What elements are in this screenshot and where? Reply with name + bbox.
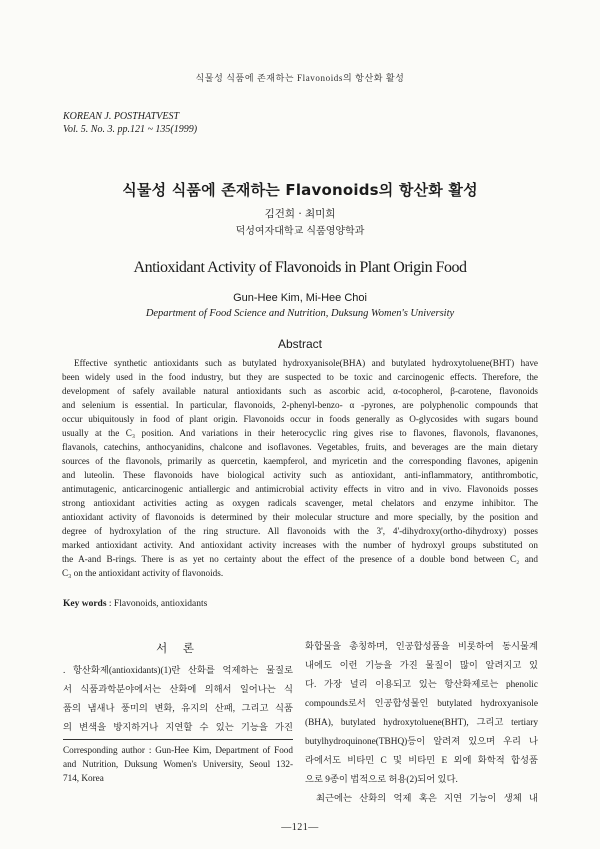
abstract-line: flavanols, catechins, anthocyanidins, chalcone and isoflavones. Vegetables, fruits, and beverages are the main dietary [62,442,538,452]
abstract-line: degree of hydroxylation of the ring structure. All flavonoids with the 3', 4'-dihydroxy(ortho-dihydroxy) posses [62,526,538,536]
introduction-heading: 서 론 [156,641,200,655]
intro-right-line: 내에도 이런 기능을 가진 물질이 많이 알려지고 있 [305,661,538,671]
intro-right-line: butylhydroquinone(TBHQ)등이 알려져 있으며 우리 나 [305,737,538,747]
intro-right-line: compounds로서 인공합성물인 butylated hydroxyanisole [305,699,538,709]
page-number: —121— [281,822,319,833]
intro-right-line: 화합물을 총칭하며, 인공합성품을 비롯하여 동시물계 [305,642,538,652]
abstract-line: sources of the flavonols, primarily as quercetin, kaempferol, and myricetin and the corresponding flavones, apigenin [62,456,538,466]
footnote [63,743,293,785]
intro-left-line: 품의 냄새나 풍미의 변화, 유지의 산패, 그리고 식품 [63,704,293,714]
abstract-line: antioxidant activity of flavonoids is determined by their molecular structure and more specially, by the position and [62,512,538,522]
abstract-line: C₃ on the antioxidant activity of flavonoids. [62,568,224,578]
abstract-line: Effective synthetic antioxidants such as butylated hydroxyanisole(BHA) and butylated hydroxytoluene(BHT) have [74,358,538,368]
abstract-line: antimutagenic, anticarcinogenic antiallergic and antimicrobial activity effects in vitro and in vivo. Flavonoids posses [62,484,538,494]
abstract-line: strong antioxidant activities acting as oxygen radicals scavenger, metal chelators and enzyme inhibitor. The [62,498,538,508]
authors-korean: 김건희 · 최미희 [264,208,336,220]
intro-left-line: . 항산화제(antioxidants)(1)란 산화를 억제하는 물질로 [63,666,293,676]
intro-right-line: 라에서도 비타민 C 및 비타민 E 외에 화학적 합성품 [305,756,538,766]
abstract-line: development of safely available natural antioxidants such as ascorbic acid, α-tocopherol, β-carotene, flavonoids [62,386,538,396]
abstract-line: the A-and B-rings. There is as yet no certainty about the effect of the presence of a double bond between C₂ and [62,554,538,564]
abstract-line: and luteolin. These flavonoids have biological activity such as antioxidant, anti-inflammatory, antithrombotic, [62,470,538,480]
authors-english: Gun-Hee Kim, Mi-Hee Choi [233,292,367,304]
footnote-line: and Nutrition, Duksung Women's University, Seoul 132- [63,759,293,769]
journal-name: KOREAN J. POSTHATVEST [63,111,180,122]
affiliation-korean: 덕성여자대학교 식품영양학과 [235,226,365,237]
title-english: Antioxidant Activity of Flavonoids in Plant Origin Food [133,259,467,276]
intro-right-line: 다. 가장 널리 이용되고 있는 항산화제로는 phenolic [305,680,538,690]
footnote-rule [63,739,293,740]
keywords [63,597,207,611]
abstract-line: occur ubiquitously in food of plant origin. Flavonoids occur in foods generally as O-glycosides with sugars bound [62,414,538,424]
keywords-text: : Flavonoids, antioxidants [106,599,208,609]
affiliation-english: Department of Food Science and Nutrition, Duksung Women's University [145,308,455,319]
abstract-line: been widely used in the food industry, but they are suspected to be toxic and carcinogenic effects. Therefore, the [62,372,538,382]
intro-left-line: 서 식품과학분야에서는 산화에 의해서 일어나는 식 [63,685,293,695]
abstract-heading: Abstract [277,337,322,351]
footnote-line: Corresponding author : Gun-Hee Kim, Department of Food [63,745,293,755]
intro-left-line: 의 변색을 방지하거나 지연할 수 있는 기능을 가진 [63,723,293,733]
keywords-label: Key words [63,599,107,609]
intro-right-column [305,638,538,809]
abstract-body [62,356,538,580]
journal-volume: Vol. 5. No. 3. pp.121 ~ 135(1999) [63,124,198,135]
intro-right-line: (BHA), butylated hydroxytoluene(BHT), 그리고 tertiary [305,718,538,728]
title-korean: 식물성 식품에 존재하는 Flavonoids의 항산화 활성 [122,181,478,199]
intro-right-line: 으로 9종이 법적으로 허용(2)되어 있다. [305,775,458,785]
abstract-line: usually at the C₃ position. And variations in their heterocyclic ring gives rise to flavones, flavonols, flavanones, [62,428,538,438]
running-header: 식물성 식품에 존재하는 Flavonoids의 항산화 활성 [195,73,405,83]
intro-left-column [63,662,293,738]
abstract-line: and selenium is essential. In particular, flavonoids, 2-phenyl-benzo- α -pyrones, are polyphenolic compounds that [62,400,538,410]
abstract-line: marked antioxidant activity. And antioxidant activity increases with the number of hydroxyl groups substituted on [62,540,538,550]
journal-info [63,110,197,136]
footnote-line: 714, Korea [63,773,104,783]
intro-right-line: 최근에는 산화의 억제 혹은 지연 기능이 생체 내 [316,794,538,804]
